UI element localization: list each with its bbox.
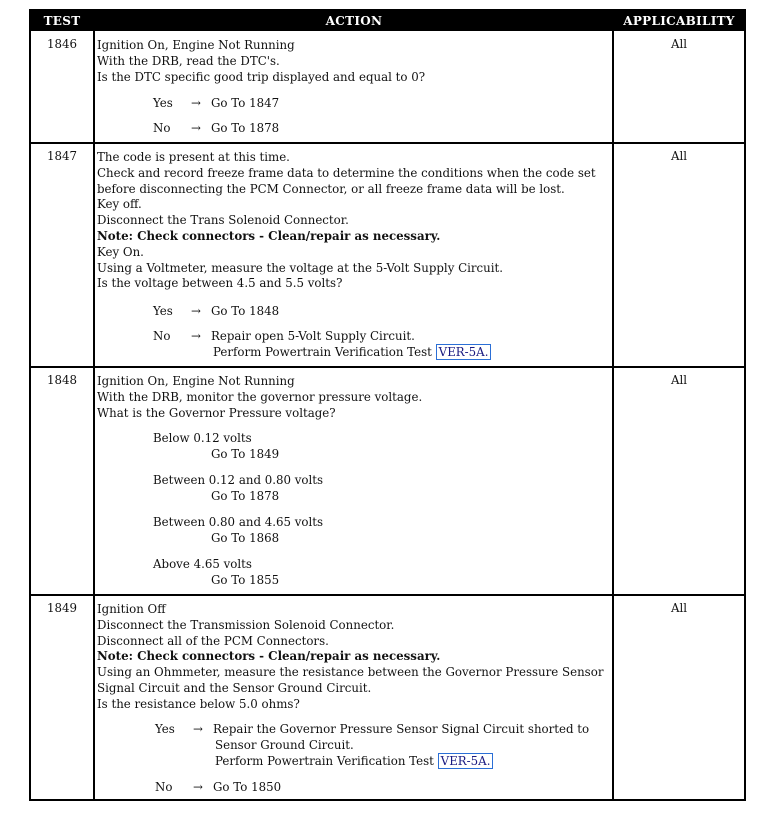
test-number: 1846 <box>46 37 78 51</box>
range-option <box>153 557 279 589</box>
action-line: Ignition On, Engine Not Running <box>97 38 295 52</box>
action-text <box>97 150 611 292</box>
action-line: Disconnect the Trans Solenoid Connector. <box>97 213 349 228</box>
option-yes <box>155 722 589 738</box>
option-no-detail <box>213 345 491 361</box>
action-line: Is the voltage between 4.5 and 5.5 volts? <box>97 276 343 291</box>
action-line: Key On. <box>97 244 144 259</box>
action-line: Ignition On, Engine Not Running <box>97 374 295 388</box>
action-line: Ignition Off <box>97 602 166 616</box>
option-yes-detail <box>215 738 493 770</box>
option-text: Go To 1850 <box>213 780 282 794</box>
action-line: Using a Voltmeter, measure the voltage at the 5-Volt Supply Circuit. <box>97 260 504 275</box>
option-yes <box>153 96 279 112</box>
test-number: 1847 <box>46 149 78 163</box>
action-line: With the DRB, monitor the governor pressure voltage. <box>97 389 423 404</box>
applicability: All <box>670 373 688 387</box>
arrow-icon: → <box>193 722 203 736</box>
range-label: Above 4.65 volts <box>153 557 252 571</box>
action-line: Is the resistance below 5.0 ohms? <box>97 696 300 711</box>
range-label: Between 0.80 and 4.65 volts <box>153 515 324 529</box>
action-line: Key off. <box>97 197 142 212</box>
option-answer: No <box>153 121 171 135</box>
option-answer: No <box>153 329 171 343</box>
option-answer: No <box>155 780 173 794</box>
column-divider <box>93 31 95 799</box>
option-text: Go To 1848 <box>211 304 280 318</box>
option-yes <box>153 304 279 320</box>
range-goto: Go To 1868 <box>211 530 280 545</box>
option-text: Repair open 5-Volt Supply Circuit. <box>211 329 415 343</box>
option-answer: Yes <box>153 304 173 318</box>
range-label: Between 0.12 and 0.80 volts <box>153 473 324 487</box>
arrow-icon: → <box>193 780 203 794</box>
option-text: Perform Powertrain Verification Test <box>215 753 434 768</box>
action-line: With the DRB, read the DTC's. <box>97 53 280 68</box>
column-divider <box>612 31 614 799</box>
header-applicability: APPLICABILITY <box>623 14 735 28</box>
ver-5a-link[interactable]: VER-5A. <box>436 344 492 360</box>
action-line: Disconnect all of the PCM Connectors. <box>97 633 329 648</box>
row-divider <box>31 142 744 144</box>
ver-5a-link[interactable]: VER-5A. <box>438 753 494 769</box>
action-text <box>97 374 611 421</box>
range-option <box>153 431 279 463</box>
action-line: Is the DTC specific good trip displayed and equal to 0? <box>97 69 426 84</box>
row-divider <box>31 594 744 596</box>
action-line: The code is present at this time. <box>97 150 290 164</box>
action-line: Signal Circuit and the Sensor Ground Circuit. <box>97 680 372 695</box>
action-text <box>97 38 611 85</box>
arrow-icon: → <box>191 96 201 110</box>
range-goto: Go To 1855 <box>211 572 280 587</box>
range-label: Below 0.12 volts <box>153 431 252 445</box>
range-option <box>153 515 323 547</box>
option-no <box>153 121 279 137</box>
row-divider <box>31 366 744 368</box>
option-text: Perform Powertrain Verification Test <box>213 345 432 359</box>
option-text: Go To 1878 <box>211 121 280 135</box>
note-line: Note: Check connectors - Clean/repair as necessary. <box>97 649 441 664</box>
action-line: Check and record freeze frame data to determine the conditions when the code set <box>97 165 596 180</box>
header-action: ACTION <box>325 14 383 28</box>
option-text: Repair the Governor Pressure Sensor Signal Circuit shorted to <box>213 722 590 736</box>
option-text: Go To 1847 <box>211 96 280 110</box>
action-text <box>97 602 611 713</box>
note-line: Note: Check connectors - Clean/repair as necessary. <box>97 228 441 243</box>
action-line: Disconnect the Transmission Solenoid Connector. <box>97 617 395 632</box>
option-answer: Yes <box>153 96 173 110</box>
diagnostic-table <box>29 9 746 801</box>
range-goto: Go To 1849 <box>211 446 280 461</box>
test-number: 1848 <box>46 373 78 387</box>
range-goto: Go To 1878 <box>211 488 280 503</box>
option-no <box>153 329 415 345</box>
range-option <box>153 473 323 505</box>
test-number: 1849 <box>46 601 78 615</box>
applicability: All <box>670 37 688 51</box>
arrow-icon: → <box>191 121 201 135</box>
arrow-icon: → <box>191 329 201 343</box>
header-test: TEST <box>43 14 81 28</box>
option-text: Sensor Ground Circuit. <box>215 738 354 752</box>
table-header <box>31 11 744 31</box>
action-line: before disconnecting the PCM Connector, or all freeze frame data will be lost. <box>97 181 565 196</box>
option-no <box>155 780 281 796</box>
applicability: All <box>670 601 688 615</box>
option-answer: Yes <box>155 722 175 736</box>
action-line: Using an Ohmmeter, measure the resistance between the Governor Pressure Sensor <box>97 665 604 680</box>
applicability: All <box>670 149 688 163</box>
action-line: What is the Governor Pressure voltage? <box>97 405 336 420</box>
arrow-icon: → <box>191 304 201 318</box>
